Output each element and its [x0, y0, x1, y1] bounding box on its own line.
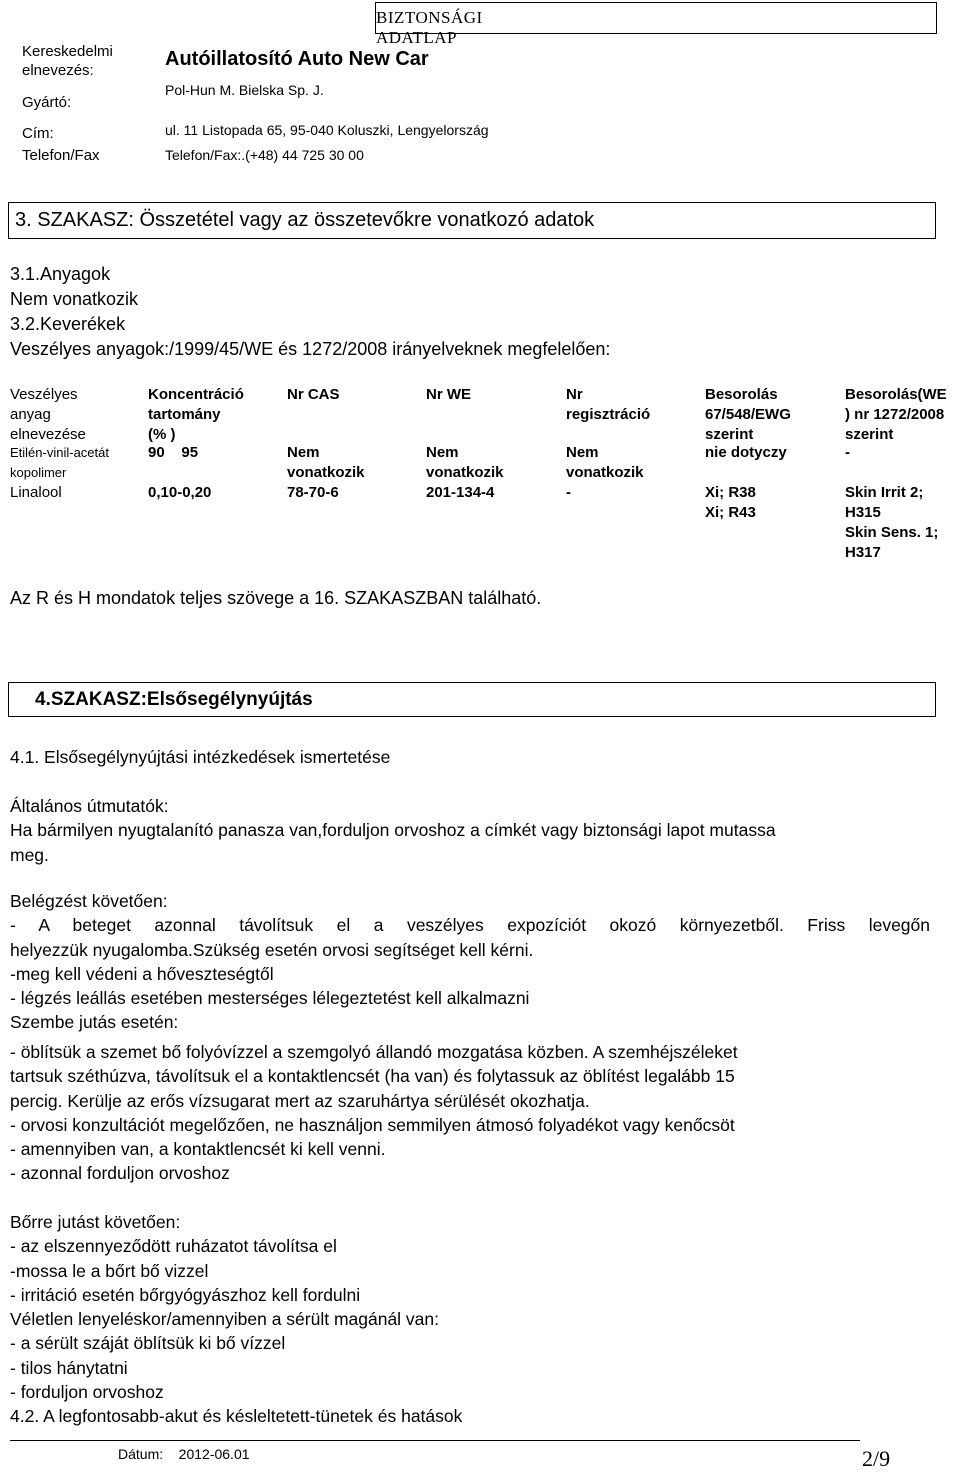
subsection-4-2: 4.2. A legfontosabb-akut és késleltetett-tünetek és hatások: [10, 1406, 463, 1427]
subsection-3-1: 3.1.Anyagok: [10, 264, 111, 284]
header-registration: Nr regisztráció: [566, 386, 651, 423]
section-4-header: [8, 682, 936, 717]
table-row-2-classification-2: Skin Irrit 2; H315 Skin Sens. 1; H317: [845, 484, 939, 561]
section-4-title: 4.SZAKASZ:Elsősegélynyújtás: [35, 689, 313, 710]
header-classification-1272: Besorolás(WE ) nr 1272/2008 szerint: [845, 386, 947, 443]
table-row-2-cas: 78-70-6: [287, 484, 339, 501]
table-row-2-name: Linalool: [10, 484, 62, 501]
document-title-bar: [375, 2, 937, 47]
header-substance-name: Veszélyes anyag elnevezése: [10, 386, 86, 443]
table-row-1-we: Nem vonatkozik: [426, 444, 504, 481]
manufacturer: Pol-Hun M. Bielska Sp. J.: [165, 82, 324, 98]
subsection-3-2: 3.2.Keverékek: [10, 314, 126, 334]
table-row-1-classification-1: nie dotyczy: [705, 444, 787, 461]
table-row-2-concentration: 0,10-0,20: [148, 484, 212, 501]
table-row-1-cas: Nem vonatkozik: [287, 444, 365, 481]
table-row-2-registration: -: [566, 484, 571, 501]
header-concentration: Koncentráció tartomány (% ): [148, 386, 244, 443]
eye-contact-guidance: - öblítsük a szemet bő folyóvízzel a szemgolyó állandó mozgatása közben. A szemhéjszéleket tartsuk széthúzva, távolítsuk el a kontaktlencsét (ha van) és folytassuk az öblítést legalább 15 percig. Kerülje az erős vízsugarat mert az szaruhártya sérülését okozhatja. - orvosi konzultációt megelőzően, ne használjon semmilyen átmosó folyadékot vagy kenőcsöt - amennyiben van, a kontaktlencsét ki kell venni. - azonnal forduljon orvoshoz: [10, 1042, 738, 1184]
header-we: Nr WE: [426, 386, 471, 403]
subsection-3-1-value: Nem vonatkozik: [10, 289, 139, 309]
table-row-2-classification-1: Xi; R38 Xi; R43: [705, 484, 756, 521]
page-number: 2/9: [862, 1446, 891, 1471]
trade-name: Autóillatosító Auto New Car: [165, 48, 429, 70]
inhalation-label: Belégzést követően:: [10, 891, 168, 911]
table-row-1-name: Etilén-vinil-acetát kopolimer: [10, 445, 109, 480]
table-row-1-classification-2: -: [845, 444, 850, 461]
table-row-2-we: 201-134-4: [426, 484, 495, 501]
general-guidance: Általános útmutatók: Ha bármilyen nyugtalanító panasza van,forduljon orvoshoz a címkét vagy biztonsági lapot mutassa meg.: [10, 794, 930, 867]
footer-date: Dátum: 2012-06.01: [118, 1446, 250, 1462]
r-h-phrases-note: Az R és H mondatok teljes szövege a 16. SZAKASZBAN található.: [10, 588, 542, 608]
header-cas: Nr CAS: [287, 386, 340, 403]
trade-name-label: Kereskedelmi elnevezés:: [22, 43, 113, 79]
section-3-title: 3. SZAKASZ: Összetétel vagy az összetevőkre vonatkozó adatok: [15, 209, 595, 231]
address: ul. 11 Listopada 65, 95-040 Koluszki, Lengyelország: [165, 122, 489, 138]
footer-divider: [10, 1440, 860, 1441]
address-label: Cím:: [22, 125, 54, 142]
skin-contact-guidance: Bőrre jutást követően: - az elszennyeződött ruházatot távolítsa el -mossa le a bőrt bő vizzel - irritáció esetén bőrgyógyászhoz kell fordulni Véletlen lenyeléskor/amennyiben a sérült magánál van: - a sérült száját öblítsük ki bő vízzel - tilos hánytatni - forduljon orvoshoz 4.2. A legfontosabb-akut és késleltetett-tünetek és hatások: [10, 1210, 930, 1429]
table-row-1-concentration: 90 95: [148, 444, 199, 461]
header-classification-67-548: Besorolás 67/548/EWG szerint: [705, 386, 791, 443]
eye-label: Szembe jutás esetén:: [10, 1012, 179, 1033]
general-label: Általános útmutatók:: [10, 796, 169, 816]
swallow-label: Véletlen lenyeléskor/amennyiben a sérült magánál van:: [10, 1309, 440, 1330]
section-3-header: [8, 202, 936, 239]
skin-label: Bőrre jutást követően:: [10, 1212, 181, 1232]
document-title: BIZTONSÁGI ADATLAP: [376, 8, 483, 47]
inhalation-guidance: Belégzést követően: - A beteget azonnal távolítsuk el a veszélyes expozíciót okozó környezetből. Friss levegőn helyezzük nyugalomba.Szükség esetén orvosi segítséget kell kérni. -meg kell védeni a hőveszteségtől - légzés leállás esetében mesterséges lélegeztetést kell alkalmazni Szembe jutás esetén:: [10, 889, 930, 1035]
table-row-1-registration: Nem vonatkozik: [566, 444, 644, 481]
phone-label: Telefon/Fax: [22, 147, 100, 164]
phone: Telefon/Fax:.(+48) 44 725 30 00: [165, 147, 364, 163]
subsection-4-1: 4.1. Elsősegélynyújtási intézkedések ismertetése: [10, 747, 391, 767]
manufacturer-label: Gyártó:: [22, 94, 72, 111]
subsection-3-2-text: Veszélyes anyagok:/1999/45/WE és 1272/2008 irányelveknek megfelelően:: [10, 339, 611, 359]
